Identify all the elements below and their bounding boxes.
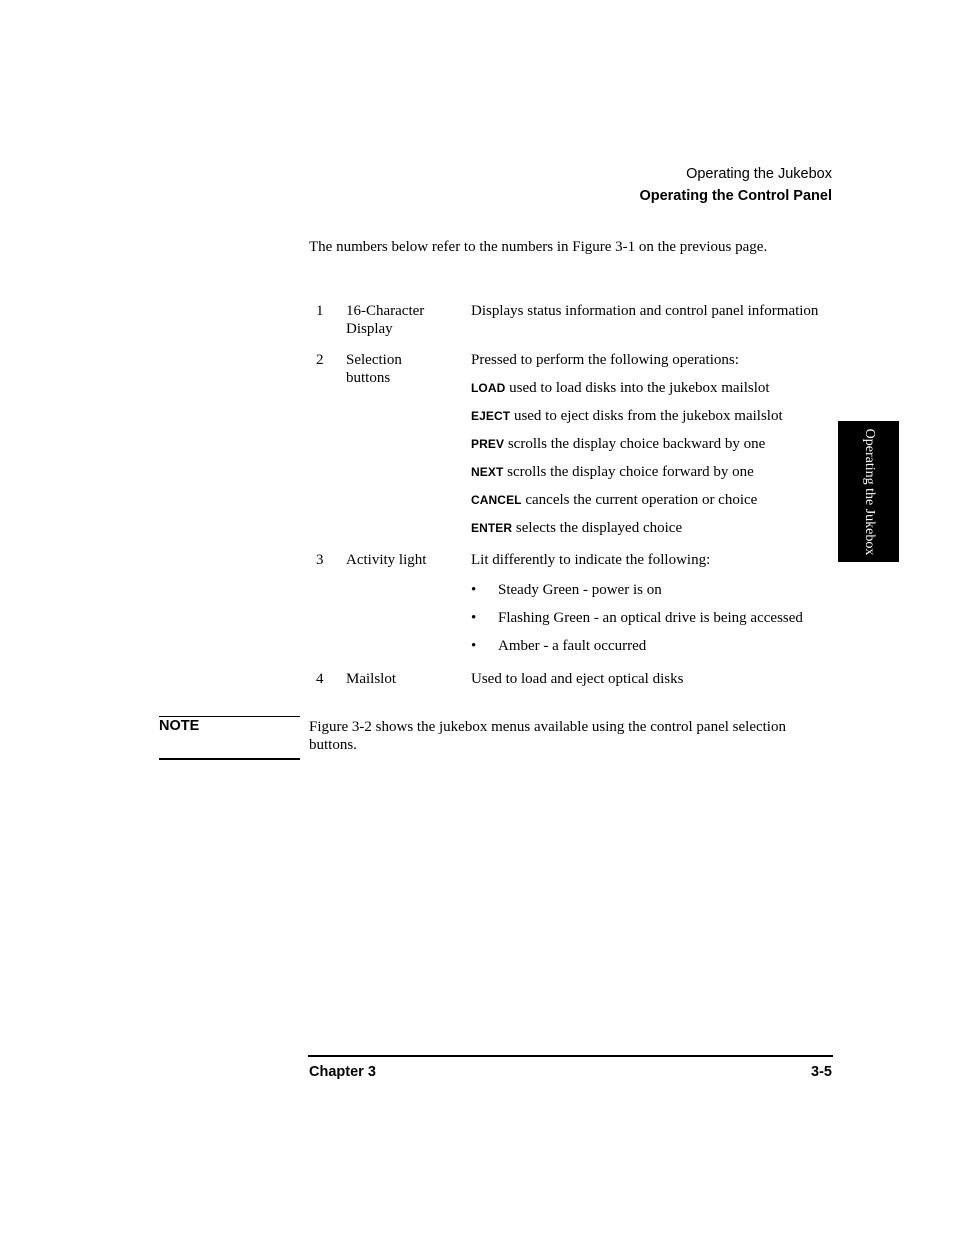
note-label: NOTE	[159, 718, 200, 734]
item-description: Pressed to perform the following operations:	[471, 352, 739, 368]
item-description: Used to load and eject optical disks	[471, 671, 684, 687]
operation-key: CANCEL	[471, 493, 522, 507]
operation-eject	[471, 408, 783, 425]
operation-text: used to load disks into the jukebox mailslot	[509, 380, 770, 396]
operation-prev	[471, 436, 765, 453]
item-number: 2	[316, 352, 324, 368]
operation-enter	[471, 520, 682, 537]
footer-page-number: 3-5	[811, 1064, 832, 1080]
footer-chapter: Chapter 3	[309, 1064, 376, 1080]
bullet-text: Steady Green - power is on	[498, 582, 662, 598]
operation-text: cancels the current operation or choice	[525, 492, 758, 508]
operation-key: NEXT	[471, 465, 504, 479]
operation-next	[471, 464, 754, 481]
bullet-text: Amber - a fault occurred	[498, 638, 647, 654]
intro-paragraph: The numbers below refer to the numbers in Figure 3-1 on the previous page.	[309, 239, 768, 255]
operation-key: PREV	[471, 437, 505, 451]
operation-text: scrolls the display choice backward by one	[507, 436, 766, 452]
footer-divider	[308, 1055, 833, 1057]
operation-text: selects the displayed choice	[515, 520, 683, 536]
operation-cancel	[471, 492, 757, 509]
note-text: Figure 3-2 shows the jukebox menus available using the control panel selection buttons.	[309, 719, 786, 753]
item-label: Mailslot	[346, 671, 397, 687]
item-number: 1	[316, 303, 324, 319]
operation-text: used to eject disks from the jukebox mailslot	[513, 408, 783, 424]
operation-load	[471, 380, 770, 397]
operation-key: EJECT	[471, 409, 511, 423]
item-label: 16-Character Display	[346, 303, 425, 337]
item-label: Selection buttons	[346, 352, 402, 386]
item-number: 3	[316, 552, 324, 568]
running-header-chapter: Operating the Jukebox	[686, 166, 832, 182]
operation-key: ENTER	[471, 521, 513, 535]
operation-key: LOAD	[471, 381, 506, 395]
item-label: Activity light	[346, 552, 427, 568]
note-divider-bottom	[159, 758, 300, 760]
bullet-dot: •	[471, 582, 477, 598]
note-divider-top	[159, 716, 300, 717]
bullet-text: Flashing Green - an optical drive is being accessed	[498, 610, 803, 626]
item-number: 4	[316, 671, 324, 687]
item-description: Displays status information and control panel information	[471, 303, 819, 319]
bullet-dot: •	[471, 638, 477, 654]
chapter-thumb-tab	[838, 421, 899, 562]
bullet-dot: •	[471, 610, 477, 626]
operation-text: scrolls the display choice forward by one	[507, 464, 754, 480]
running-header-section: Operating the Control Panel	[639, 188, 832, 204]
chapter-thumb-tab-label: Operating the Jukebox	[861, 428, 877, 555]
item-description: Lit differently to indicate the following:	[471, 552, 711, 568]
